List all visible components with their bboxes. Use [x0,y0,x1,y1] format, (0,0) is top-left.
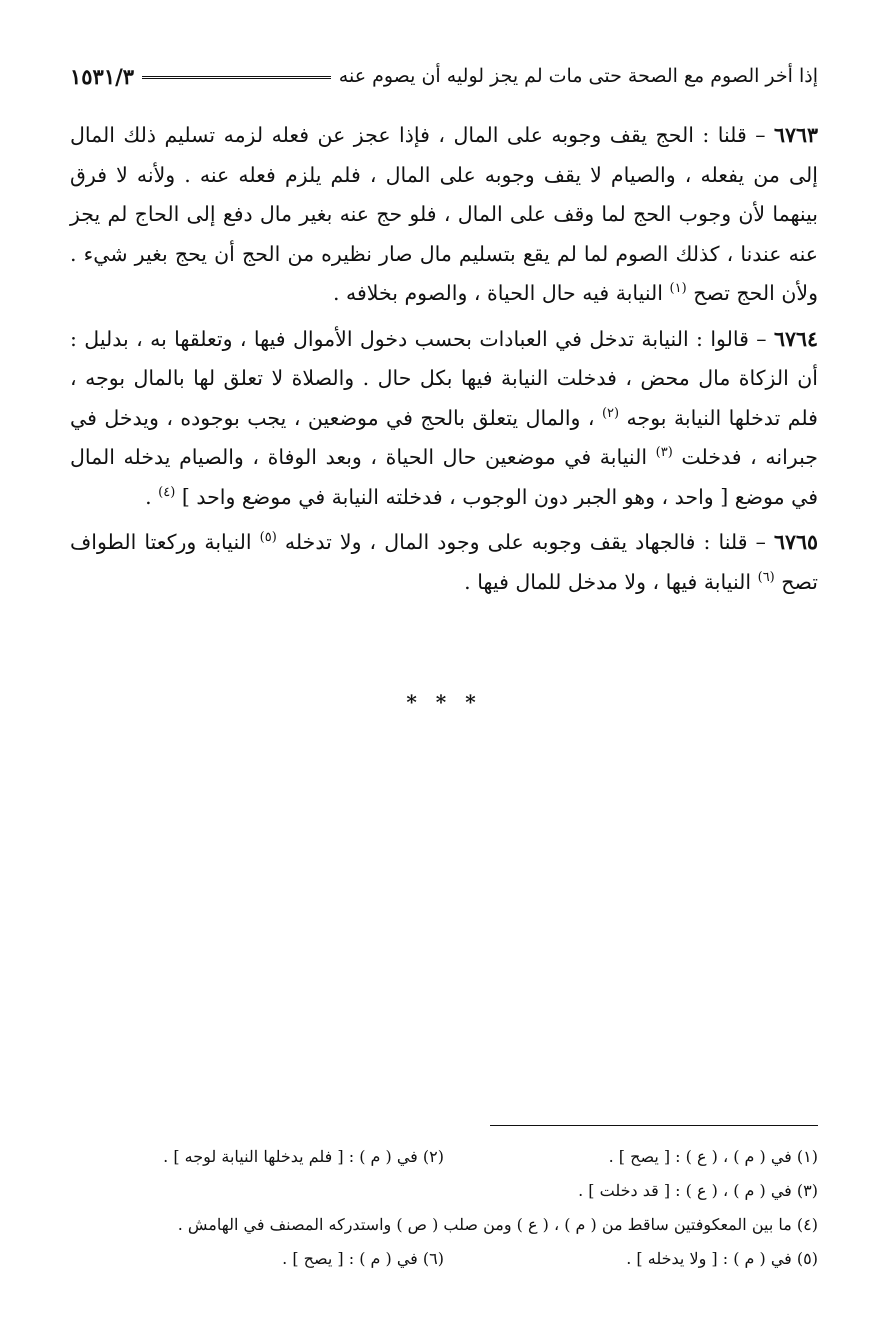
paragraph-text: النيابة فيه حال الحياة ، والصوم بخلافه . [332,281,663,305]
main-text [70,116,818,608]
paragraph-6763 [70,116,818,314]
footnote-ref: (٥) [259,530,277,546]
footnote-row [70,1208,818,1242]
footnote-ref: (٦) [757,569,775,585]
paragraph-6765 [70,523,818,602]
paragraph-number: ٦٧٦٥ [773,530,818,554]
section-separator: * * * [406,690,482,714]
paragraph-text: – قلنا : الحج يقف وجوبه على المال ، فإذا عجز عن فعله لزمه تسليم ذلك المال إلى من يفعله ، والصيام لا يقف وجوبه على المال ، فلم يلزم فعله عنه . ولأنه لا فرق بينهما لأن وجوب الحج لما وقف على المال ، فلو حج عنه بغير مال دفع إلى الحاج لم يجز عنه عندنا ، كذلك الصوم لما لم يقع بتسليم مال صار نظيره من الحج أن يحج بغير شيء . ولأن الحج تصح [70,123,818,305]
footnote-ref: (٢) [601,405,620,421]
footnote-row [70,1174,818,1208]
paragraph-number: ٦٧٦٣ [773,123,818,147]
footnote-row [70,1242,818,1276]
page-number: ١٥٣١/٣ [70,63,135,89]
running-header [70,58,818,94]
paragraph-text: . [145,484,152,509]
paragraph-text: النيابة فيها ، ولا مدخل للمال فيها . [464,569,752,594]
footnote-row [70,1140,818,1174]
paragraph-number: ٦٧٦٤ [773,326,818,351]
footnote-ref: (١) [669,281,687,297]
footnote-rule [490,1125,818,1126]
footnotes [70,1140,818,1276]
header-rule [142,76,331,79]
footnote-2: (٢) في ( م ) : [ فلم يدخلها النيابة لوجه ] . [163,1147,444,1166]
footnote-5: (٥) في ( م ) : [ ولا يدخله ] . [626,1249,818,1268]
header-title: إذا أخر الصوم مع الصحة حتى مات لم يجز لوليه أن يصوم عنه [338,65,818,87]
paragraph-6764 [70,320,818,518]
footnote-ref: (٣) [655,445,673,461]
footnote-ref: (٤) [158,484,176,500]
paragraph-text: – قلنا : فالجهاد يقف وجوبه على وجود المال ، ولا تدخله [284,530,766,554]
footnote-1: (١) في ( م ) ، ( ع ) : [ يصح ] . [608,1147,818,1166]
paragraph-text: النيابة في موضعين حال الحياة ، وبعد الوفاة ، والصيام يدخله المال في موضع [ واحد ، وهو الجبر دون الوجوب ، فدخلته النيابة في موضع واحد ] [70,445,818,509]
paragraph-text: النيابة وركعتا الطواف تصح [70,530,818,594]
footnote-3: (٣) في ( م ) ، ( ع ) : [ قد دخلت ] . [578,1181,818,1200]
paragraph-text: – قالوا : النيابة تدخل في العبادات بحسب دخول الأموال فيها ، وتعلقها به ، بدليل : أن الزكاة مال محض ، فدخلت النيابة فيها بكل حال . والصلاة لا تعلق لها بالمال بوجه ، فلم تدخلها النيابة بوجه [70,326,818,430]
paragraph-text: ، والمال يتعلق بالحج في موضعين ، يجب بوجوده ، ويدخل في جبرانه ، فدخلت [70,405,818,469]
footnote-4: (٤) ما بين المعكوفتين ساقط من ( م ) ، ( ع ) ومن صلب ( ص ) واستدركه المصنف في الهامش . [177,1215,818,1234]
footnote-6: (٦) في ( م ) : [ يصح ] . [282,1249,444,1268]
